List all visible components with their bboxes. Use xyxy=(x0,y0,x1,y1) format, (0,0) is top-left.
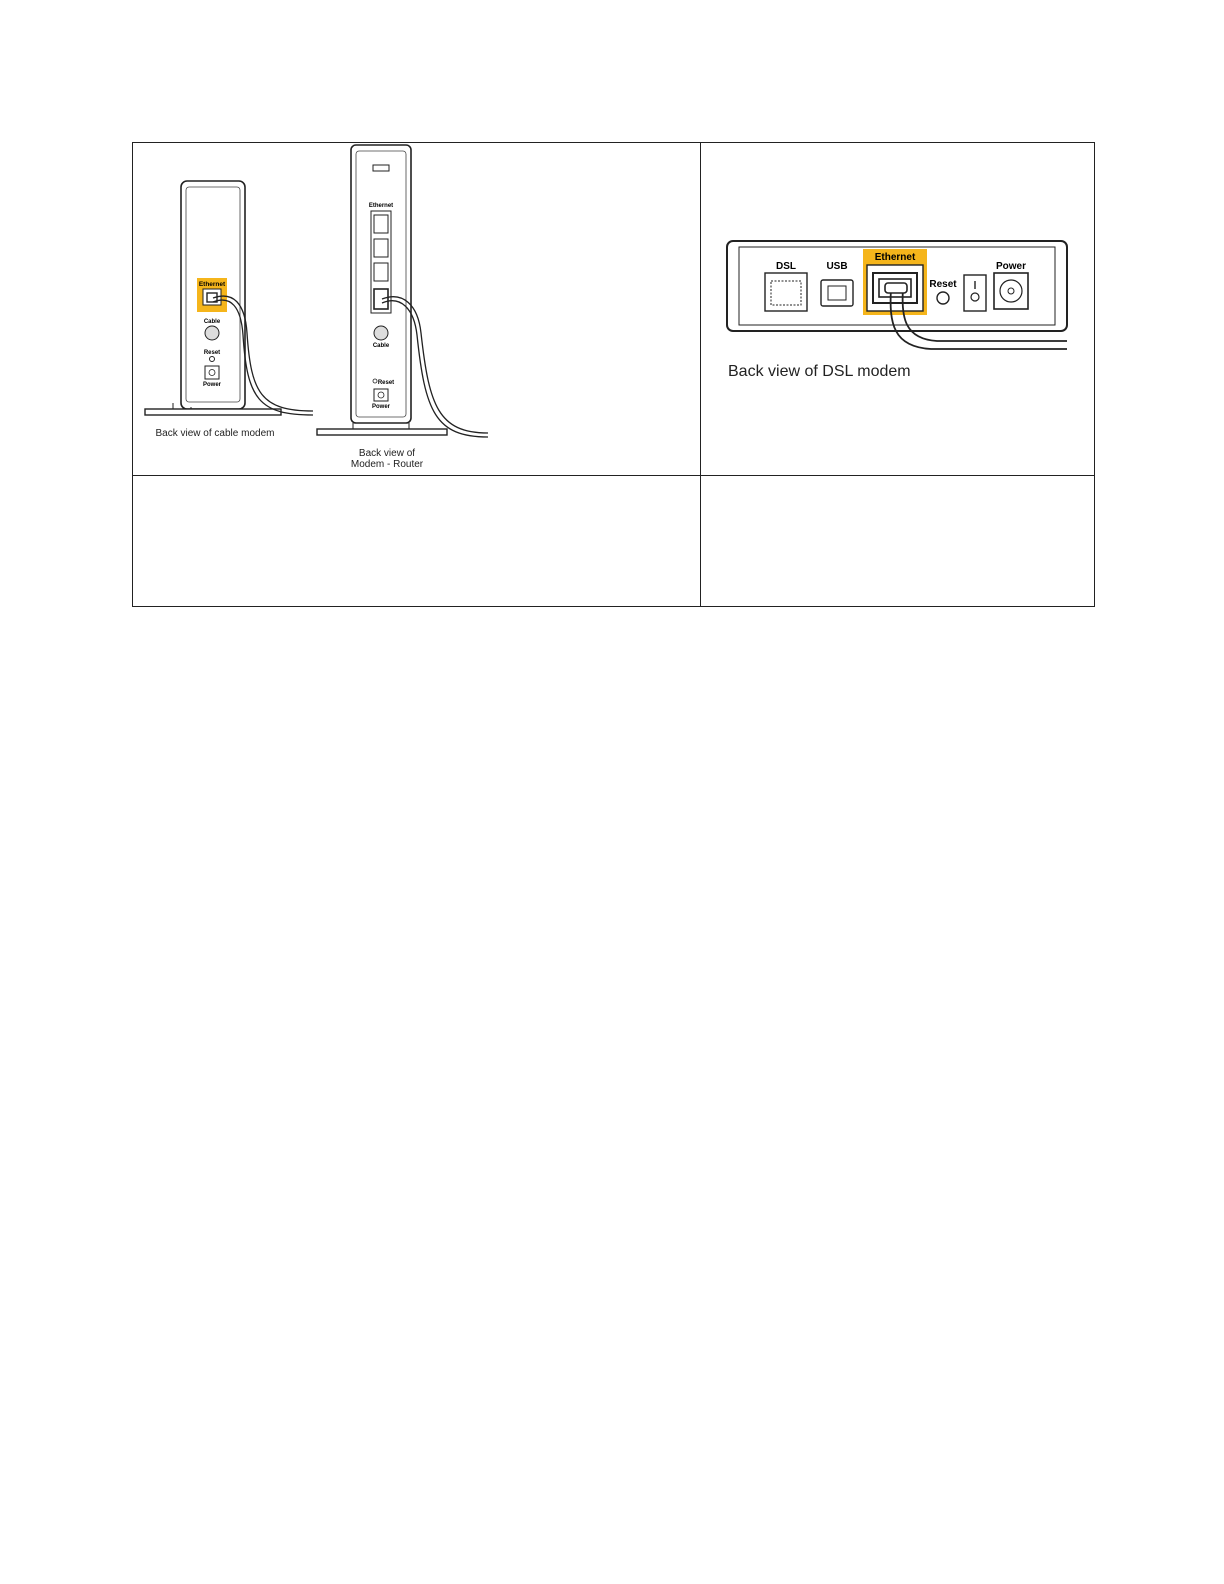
cable-power-label: Power xyxy=(202,382,222,388)
usb-b-port-icon xyxy=(821,280,853,306)
cable-modem-caption: Back view of cable modem xyxy=(155,428,275,439)
dsl-reset-icon xyxy=(937,292,949,304)
cell-dsl-modem xyxy=(701,143,1095,476)
router-caption-line2: Modem - Router xyxy=(350,459,424,470)
empty-cell-left xyxy=(133,476,701,607)
cable-modem-figure xyxy=(145,181,313,439)
reset-button-icon xyxy=(210,357,215,362)
usb-port-icon xyxy=(373,165,389,171)
dsl-modem-illustration xyxy=(701,143,1095,475)
modem-router-figure xyxy=(317,145,488,470)
dsl-port-label: DSL xyxy=(776,261,796,272)
empty-cell-right xyxy=(701,476,1095,607)
router-caption-line1: Back view of xyxy=(358,448,416,459)
router-reset-icon xyxy=(373,379,377,383)
cable-ethernet-label: Ethernet xyxy=(198,281,226,288)
dsl-power-label: Power xyxy=(995,261,1027,272)
cable-reset-label: Reset xyxy=(203,350,221,356)
router-coax-icon xyxy=(374,326,388,340)
dsl-modem-caption: Back view of DSL modem xyxy=(728,363,911,380)
dsl-reset-label: Reset xyxy=(929,279,957,290)
router-cable-label: Cable xyxy=(372,343,390,349)
cable-cable-label: Cable xyxy=(203,319,221,325)
router-power-label: Power xyxy=(371,404,391,410)
router-reset-label: Reset xyxy=(377,380,395,386)
figure-table xyxy=(132,142,1095,607)
router-ethernet-label: Ethernet xyxy=(368,203,394,209)
coax-connector-icon xyxy=(205,326,219,340)
cell-cable-and-router xyxy=(133,143,701,476)
usb-port-label: USB xyxy=(826,261,848,272)
cable-modem-router-illustration xyxy=(133,143,701,475)
dsl-ethernet-label: Ethernet xyxy=(874,252,916,263)
dsl-modem-figure xyxy=(727,241,1067,380)
